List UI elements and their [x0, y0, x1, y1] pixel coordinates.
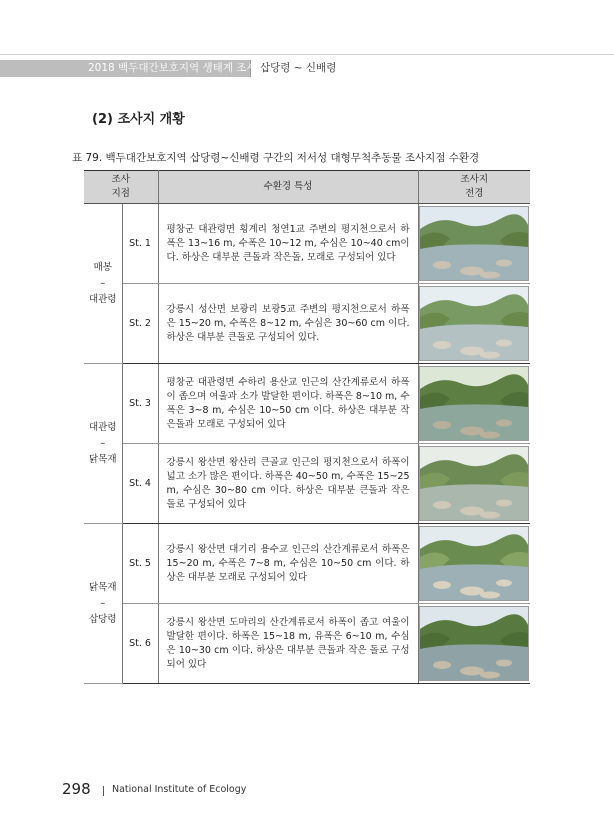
- region-label: 매봉: [93, 261, 112, 273]
- site-photo-cell: [418, 284, 530, 364]
- table-row: [84, 444, 530, 524]
- stream-photo: [419, 206, 529, 281]
- header-site: [84, 171, 158, 204]
- header-photo-line2: 전경: [465, 188, 484, 199]
- running-header-title: 2018 백두대간보호지역 생태계 조사: [88, 62, 257, 74]
- page-number: 298: [62, 780, 91, 798]
- running-header-section: 삽당령 ~ 신배령: [260, 62, 337, 74]
- section-heading: (2) 조사지 개황: [92, 112, 185, 127]
- header-environment: 수환경 특성: [158, 171, 418, 204]
- header-site-line1: 조사: [111, 174, 130, 185]
- site-photo-cell: [418, 524, 530, 604]
- site-photo-cell: [418, 364, 530, 444]
- region-label: –: [100, 437, 106, 449]
- top-rule: [0, 54, 614, 55]
- region-label: 대관령: [88, 293, 117, 305]
- environment-description: 평창군 대관령면 횡계리 청연1교 주변의 평지천으로서 하폭은 13~16 m, 수폭은 10~12 m, 수심은 10~40 cm이다. 하상은 대부분 큰돌과 작은돌, 모래로 구성되어 있다: [158, 204, 418, 284]
- environment-description: 강릉시 왕산면 도마리의 산간계류로서 하폭이 좁고 여울이 발달한 편이다. 하폭은 15~18 m, 유폭은 6~10 m, 수심은 10~30 cm 이다. 하상은 대부분 큰돌과 작은 돌로 구성되어 있다: [158, 604, 418, 684]
- table-row: [84, 604, 530, 684]
- region-cell: [84, 364, 122, 524]
- station-id: St. 4: [122, 444, 158, 524]
- station-id: St. 6: [122, 604, 158, 684]
- region-label: 대관령: [88, 421, 117, 433]
- region-cell: [84, 524, 122, 684]
- site-photo-cell: [418, 604, 530, 684]
- footer-separator: [103, 786, 104, 796]
- environment-table: [84, 170, 530, 684]
- environment-description: 강릉시 성산면 보광리 보광5교 주변의 평지천으로서 하폭은 15~20 m, 수폭은 8~12 m, 수심은 30~60 cm 이다. 하상은 대부분 큰돌로 구성되어 있다.: [158, 284, 418, 364]
- stream-photo: [419, 606, 529, 681]
- table-row: [84, 204, 530, 284]
- table-row: [84, 364, 530, 444]
- station-id: St. 3: [122, 364, 158, 444]
- stream-photo: [419, 286, 529, 361]
- region-label: –: [100, 277, 106, 289]
- environment-description: 평창군 대관령면 수하리 용산교 인근의 산간계류로서 하폭이 좁으며 여울과 소가 발달한 편이다. 하폭은 8~10 m, 수폭은 3~8 m, 수심은 10~50 cm 이다. 하상은 대부분 작은돌과 모래로 구성되어 있다: [158, 364, 418, 444]
- environment-description: 강릉시 왕산면 왕산리 큰골교 인근의 평지천으로서 하폭이 넓고 소가 많은 편이다. 하폭은 40~50 m, 수폭은 15~25 m, 수심은 30~80 cm 이다. 하상은 대부분 큰돌과 작은 돌로 구성되어 있다: [158, 444, 418, 524]
- header-photo: [418, 171, 530, 204]
- table-header-row: [84, 171, 530, 204]
- footer-institute: National Institute of Ecology: [112, 784, 247, 795]
- region-label: –: [100, 597, 106, 609]
- stream-photo: [419, 446, 529, 521]
- region-label: 닭목재: [88, 453, 117, 465]
- station-id: St. 5: [122, 524, 158, 604]
- site-photo-cell: [418, 204, 530, 284]
- header-site-line2: 지점: [111, 188, 130, 199]
- region-cell: [84, 204, 122, 364]
- stream-photo: [419, 526, 529, 601]
- region-label: 삽당령: [88, 613, 117, 625]
- site-photo-cell: [418, 444, 530, 524]
- station-id: St. 2: [122, 284, 158, 364]
- table-body: [84, 204, 530, 684]
- table-row: [84, 524, 530, 604]
- region-label: 닭목재: [88, 581, 117, 593]
- station-id: St. 1: [122, 204, 158, 284]
- table-row: [84, 284, 530, 364]
- environment-description: 강릉시 왕산면 대기리 용수교 인근의 산간계류로서 하폭은 15~20 m, 수폭은 7~8 m, 수심은 10~50 cm 이다. 하상은 대부분 모래로 구성되어 있다: [158, 524, 418, 604]
- header-photo-line1: 조사지: [460, 174, 489, 185]
- table-caption: 표 79. 백두대간보호지역 삽당령~신배령 구간의 저서성 대형무척추동물 조사지점 수환경: [72, 152, 480, 164]
- stream-photo: [419, 366, 529, 441]
